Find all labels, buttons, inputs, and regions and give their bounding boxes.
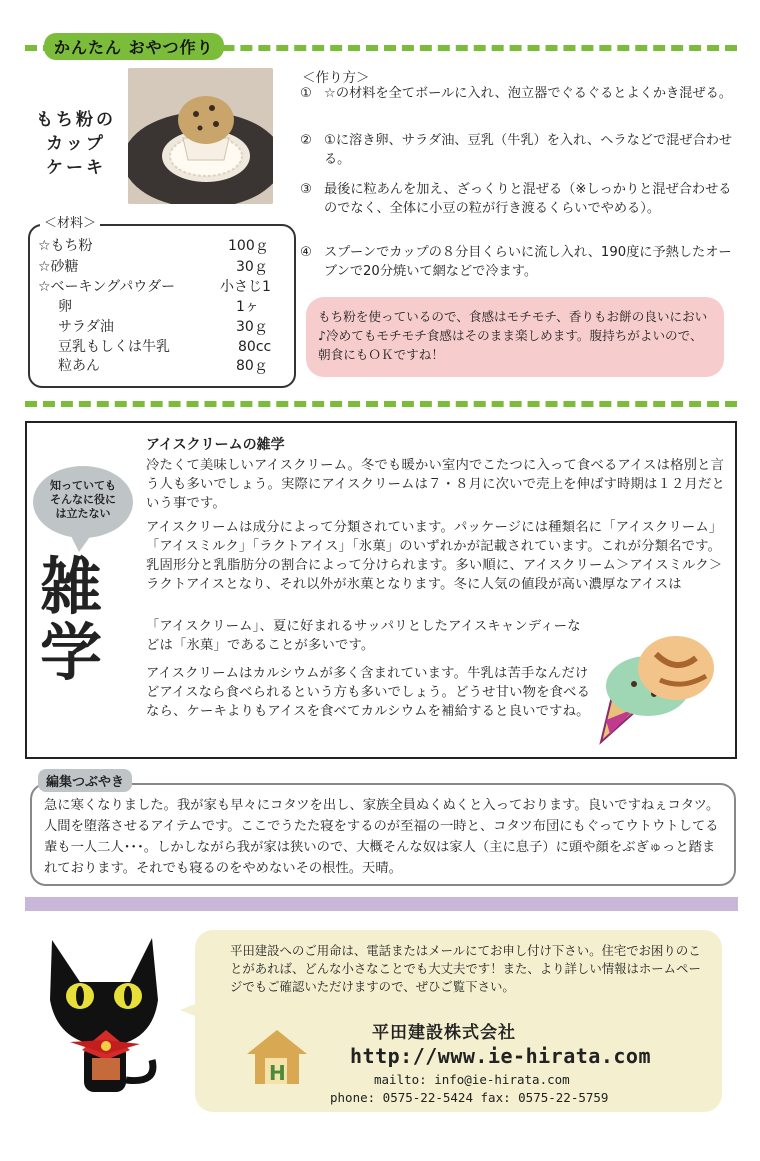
material-amount: 1ヶ xyxy=(236,299,259,315)
recipe-title-line: もち粉の xyxy=(36,110,116,130)
editor-tag: 編集つぶやき xyxy=(38,769,132,792)
material-name: ☆もち粉 xyxy=(38,238,93,254)
step-text: ①に溶き卵、サラダ油、豆乳（牛乳）を入れ、ヘラなどで混ぜ合わせる。 xyxy=(324,133,733,167)
step-number: ④ xyxy=(300,245,312,260)
cupcake-photo xyxy=(128,68,273,204)
trivia-title: アイスクリームの雑学 xyxy=(146,437,285,453)
material-name: 卵 xyxy=(58,299,72,315)
step-number: ② xyxy=(300,133,312,148)
recipe-title xyxy=(28,108,124,180)
company-email-link[interactable]: mailto: info@ie-hirata.com xyxy=(374,1072,570,1087)
black-cat-mascot-icon xyxy=(40,932,175,1102)
step-text: 最後に粒あんを加え、ざっくりと混ぜる（※しっかりと混ぜ合わせるのでなく、全体に小豆の粒が行き渡るくらいでやめる）。 xyxy=(324,182,732,216)
step-text: スプーンでカップの８分目くらいに流し入れ、190度に予熱したオーブンで20分焼いて網などで冷ます。 xyxy=(324,245,732,279)
trivia-paragraph-3: アイスクリームはカルシウムが多く含まれています。牛乳は苦手なんだけどアイスなら食べられるという方も多いでしょう。どうせ甘い物を食べるなら、ケーキよりもアイスを食べてカルシウムを補給すると良いですね。 xyxy=(146,666,591,719)
recipe-section-tag: かんたん おやつ作り xyxy=(44,33,224,60)
step-text: ☆の材料を全てボールに入れ、泡立器でぐるぐるとよくかき混ぜる。 xyxy=(324,86,732,101)
material-name: 粒あん xyxy=(58,358,100,374)
step-number: ① xyxy=(300,86,312,101)
trivia-big-char: 雑 xyxy=(40,550,103,623)
trivia-paragraph-2-cont: 「アイスクリーム」、夏に好まれるサッパリとしたアイスキャンディーなどは「氷菓」であることが多いです。 xyxy=(146,619,581,653)
trivia-big-char: 学 xyxy=(40,616,103,689)
recipe-title-line: ケーキ xyxy=(46,158,106,178)
speech-pointer-icon xyxy=(180,1000,200,1020)
logo-letter: H xyxy=(269,1061,286,1085)
material-amount: 30ｇ xyxy=(236,319,268,335)
material-amount: 80ｇ xyxy=(236,358,268,374)
material-amount: 80cc xyxy=(238,339,272,355)
material-amount: 小さじ1 xyxy=(220,279,271,295)
material-name: ☆ベーキングパウダー xyxy=(38,279,176,295)
materials-heading: ＜材料＞ xyxy=(40,212,100,231)
house-logo-icon xyxy=(245,1028,309,1086)
recipe-note: もち粉を使っているので、食感はモチモチ、香りもお餅の良いにおい♪冷めてもモチモチ食感はそのまま楽しめます。腹持ちがよいので、朝食にもＯＫですね！ xyxy=(306,297,724,377)
trivia-paragraph-1: 冷たくて美味しいアイスクリーム。冬でも暖かい室内でこたつに入って食べるアイスは格別と言う人も多いでしょう。実際にアイスクリームは７・８月に次いで売上を伸ばす時期は１２月だという事です。 xyxy=(146,458,726,511)
company-url-link[interactable]: http://www.ie-hirata.com xyxy=(350,1044,651,1068)
step-number: ③ xyxy=(300,182,312,197)
ice-cream-cone-illustration xyxy=(596,630,721,748)
contact-message: 平田建設へのご用命は、電話またはメールにてお申し付け下さい。住宅でお困りのことがあれば、どんな小さなことでも大丈夫です！また、より詳しい情報はホームページでもご確認いただけますので、ぜひご覧下さい。 xyxy=(230,943,701,994)
company-phone-fax: phone: 0575-22-5424 fax: 0575-22-5759 xyxy=(330,1090,609,1105)
material-name: サラダ油 xyxy=(58,319,114,335)
company-name: 平田建設株式会社 xyxy=(372,1023,516,1043)
editor-text: 急に寒くなりました。我が家も早々にコタツを出し、家族全員ぬくぬくと入っております。良いですねぇコタツ。人間を堕落させるアイテムです。ここでうたた寝をするのが至福の一時と、コタツ布団にもぐってウトウトしてる輩も一人二人･･･。しかしながら我が家は狭いので、大概そんな奴は家人（主に息子）に頭や顔をぶぎゅっと踏まれております。それでも寝るのをやめないその根性。天晴。 xyxy=(44,798,720,876)
material-name: ☆砂糖 xyxy=(38,259,79,275)
material-amount: 30ｇ xyxy=(236,259,268,275)
material-amount: 100ｇ xyxy=(228,238,269,254)
material-name: 豆乳もしくは牛乳 xyxy=(58,339,170,355)
cupcake-image xyxy=(128,68,273,204)
footer-divider-bar xyxy=(25,897,738,911)
recipe-title-line: カップ xyxy=(46,134,106,154)
bubble-text: 知っていても そんなに役に は立たない xyxy=(50,479,116,520)
method-heading: ＜作り方＞ xyxy=(302,70,370,86)
trivia-bubble xyxy=(33,466,133,538)
trivia-paragraph-2: アイスクリームは成分によって分類されています。パッケージには種類名に「アイスクリーム」「アイスミルク」「ラクトアイス」「氷菓」のいずれかが記載されています。これが分類名です。乳固形分と乳脂肪分の割合によって分けられます。多い順に、アイスクリーム＞アイスミルク＞ラクトアイスとなり、それ以外が氷菓となります。冬に人気の値段が高い濃厚なアイスは xyxy=(146,520,723,592)
middle-dashed-divider xyxy=(25,401,737,407)
